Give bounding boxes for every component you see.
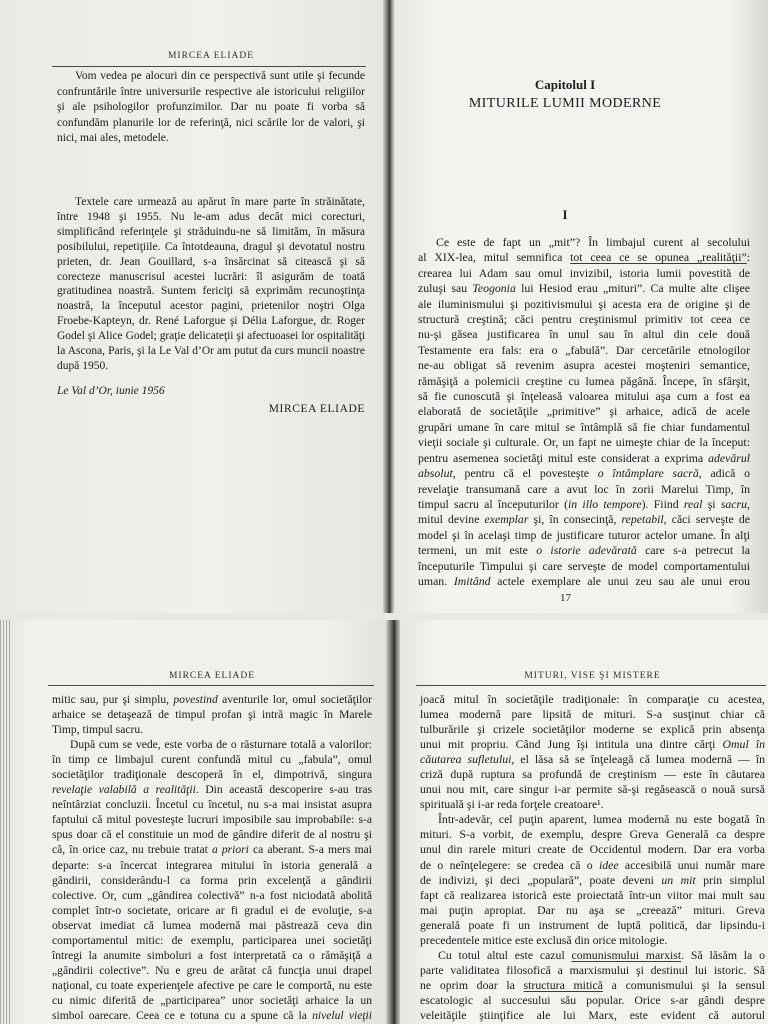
text-segment: mai puţin apropiat. Dar nu aşa se „creează” mituri. Greva [420,902,765,917]
text-segment: prieten, dr. Jean Gouillard, s-a însărcinat să citească şi să [57,255,365,268]
underlined-text: tot ceea ce se opunea „realităţii” [570,250,747,265]
text-segment: de indivizi, şi deci „populară”, poate deveni [420,872,662,887]
italic-text: sacru [720,496,748,511]
italic-text: Imitând [453,573,491,588]
italic-text: a priori [211,843,249,857]
page-stack-edges [0,620,11,1024]
text-line [420,873,765,888]
text-line [418,512,750,527]
text-segment: , el lăsa să se înţeleagă că lumea modernă — în [511,752,765,767]
text-segment: ne oprim doar la [420,977,524,992]
text-segment: complet într-o societate, oricare ar fi gradul ei de evoluţie, s-a [52,903,372,917]
text-line [418,482,750,497]
underlined-text: comunismului marxist [571,947,682,962]
text-line [420,812,765,827]
text-line [418,235,750,250]
book-gutter-bottom [386,620,401,1024]
paragraph [418,235,750,589]
text-line [52,737,372,752]
text-line [57,100,365,116]
text-segment: simbol oarecare. Ceea ce e totuna cu a spune că la [52,1008,313,1022]
text-line [418,451,750,466]
italic-text: idee [598,857,619,872]
text-segment: faptului că mitul povesteşte lucruri imposibile sau improbabile: s-a [52,813,372,827]
text-segment: noastră, la începutul acestor pagini, prietenilor noştri Olga [57,300,365,313]
text-segment: să fie cunoscută şi înţeleasă valoarea mitului aşa cum a fost ea [418,389,750,404]
text-line [418,497,750,512]
text-segment: confruntările între universurile respective ale istoricului religiilor [57,85,365,98]
place-date: Le Val d’Or, iunie 1956 [57,385,165,397]
text-segment: între 1948 şi 1955. Nu le-am adus decât mici corecturi, [57,210,365,223]
text-segment: colective. Or, cum „gândirea colectivă” n-a fost niciodată abolită [52,888,372,902]
text-line [418,559,750,574]
italic-text: Omul în [722,737,765,752]
text-segment: nu-şi găsea justificarea în unul sau în altul din cele două [418,327,750,342]
text-segment: şi [702,496,721,511]
paragraph [420,948,765,1023]
paragraph [420,812,765,947]
text-segment: Ce este de fapt un „mit”? În limbajul curent al secolului [436,235,750,249]
page-top-right [394,0,768,613]
text-line [420,737,765,752]
text-segment: fapt că realizarea istorică este proiectată într-un viitor mai mult sau [420,887,765,902]
italic-text: revelaţie valabilă a realităţii [52,783,196,797]
text-segment: Timp, timpul sacru. [52,723,144,737]
text-segment: cu nimic diferită de „participarea” unor societăţi arhaice la un [52,993,372,1007]
text-line [418,250,750,265]
text-line [420,948,765,963]
chapter-title: MITURILE LUMII MODERNE [468,96,662,111]
text-segment: structură creştină; căci pentru creştinismul primitiv tot ceea ce [418,312,750,327]
text-line [57,240,365,255]
text-segment: lumea modernă pare lipsită de mituri. S-a susţinut chiar că [420,707,765,722]
text-segment: zuluşi sau [418,281,473,296]
text-line [420,722,765,737]
text-line [418,466,750,481]
text-segment: arhaice se detaşează de timpul profan şi intră magic în Marele [52,708,372,722]
text-line [52,888,372,903]
text-segment: a comunismului şi la sensul [602,977,765,992]
text-line [420,858,765,873]
text-line [420,797,765,812]
text-line [52,707,372,722]
text-line [52,918,372,933]
text-segment: rămăşiţă a polemicii creştine cu lumea păgână. Începe, în sfârşit, [418,373,750,388]
paragraph [420,692,765,812]
text-line [420,888,765,903]
italic-text: real [683,496,703,511]
text-segment: corecteze manuscrisul acestei lucrări: îl asigurăm de toată [57,270,365,283]
text-line [418,266,750,281]
italic-text: un mit [661,872,696,887]
underlined-text: structura mitică [523,977,603,992]
text-segment: , [747,496,750,511]
text-segment: Vom vedea pe alocuri din ce perspectivă sunt utile şi fecunde [75,70,365,82]
text-line [418,327,750,342]
text-segment: care s-a petrecut la [636,543,751,558]
text-segment: lui Hesiod erau „mituri”. Ca multe alte clişee [515,281,750,296]
text-line [420,1008,765,1023]
text-line [418,312,750,327]
page-bottom-right [400,620,768,1024]
text-line [52,842,372,857]
running-head: MIRCEA ELIADE [167,51,255,61]
text-segment: departe: s-a încercat integrarea mitului în istoria generală a [52,858,372,872]
text-line [52,948,372,963]
text-segment: şi, în consecinţă, [528,512,622,527]
text-segment: că, în orice caz, nu trebuie tratat [52,843,212,857]
text-line [418,528,750,543]
text-segment: revelaţie transumană care a avut loc în zorii Marelui Timp, în [418,481,750,496]
text-line [418,297,750,312]
text-line [52,797,372,812]
text-line [418,343,750,358]
text-line [420,933,765,948]
text-line [420,842,765,857]
text-segment: Într-adevăr, cel puţin aparent, lumea modernă nu este bogată în [438,812,765,827]
text-line [52,978,372,993]
text-line [57,329,365,344]
body-text [418,235,750,589]
text-line [52,752,372,767]
page-bottom-left [0,620,387,1024]
text-segment: ). Fiind [641,496,684,511]
text-segment: . Din această descoperire s-au tras [195,783,372,797]
text-segment: după 1950. [57,359,109,372]
paragraph [52,737,372,1023]
italic-text: exemplar [484,512,529,527]
text-line [57,299,365,314]
italic-text: o întâmplare sacră [597,466,699,481]
text-segment: comportamentul mitic: de exemplu, participarea unei societăţi [52,933,372,947]
section-number: I [562,207,568,222]
text-segment: al XIX-lea, mitul semnifica [418,250,571,265]
italic-text: povestind [173,693,218,706]
text-segment: , pentru că el povesteşte [452,466,598,481]
text-line [57,359,365,374]
text-segment: actele exemplare ale unui zeu sau ale unui erou [490,573,750,588]
text-segment: Godel şi Alice Godel; graţie delicateţii şi afectuoasei lor ospitalităţi [57,330,365,343]
text-line [420,782,765,797]
text-segment: la Ascona, Paris, şi la Le Val d’Or am putut da curs muncii noastre [57,345,365,358]
text-line [420,827,765,842]
text-segment: neîntârziat concluzii. Încetul cu încetul, nu s-a mai insistat asupra [52,798,372,812]
text-line [52,933,372,948]
text-line [52,812,372,827]
text-segment: în timp ce limbajul curent confundă mitul cu „fabula”, omul [52,753,372,767]
header-rule [416,685,766,686]
page-top-left [0,0,384,613]
text-line [57,195,365,210]
text-line [52,782,372,797]
text-segment: joacă mitul în societăţile tradiţionale: în comparaţie cu acestea, [420,692,765,706]
text-segment: unui nou mit, care singur i-ar permite să-şi regăsească o nouă sursă [420,782,765,797]
text-line [420,993,765,1008]
italic-text: absolut [418,466,453,481]
paragraph [52,692,372,737]
text-line [52,692,372,707]
text-line [418,543,750,558]
text-segment: crearea lui Adam sau omul invizibil, istoria lumii povestită de [418,265,750,280]
text-segment: simplificând referinţele şi străduindu-ne să limităm, în măsura [57,225,365,238]
text-segment: întregi la anumite simboluri a fost interpretată ca o rămăşiţă a [52,948,372,962]
text-line [57,255,365,270]
chapter-label: Capitolul I [534,77,596,92]
text-segment: ca aberant. S-a mers mai [248,843,373,857]
text-segment: de o neînţelegere: se credea că o [420,857,599,872]
text-segment: şi ale psihologilor profunzimilor. Dar nu poate fi vorba să [57,101,365,114]
italic-text: repetabil [621,512,664,527]
text-segment: mituri. S-a vorbit, de exemplu, despre Greva Generală ca despre [420,827,765,842]
text-segment: escatologic al succesului său popular. Orice s-ar gândi despre [420,992,765,1007]
text-segment: „gândirii colective”. Nu e greu de arătat că funcţia unui drapel [52,963,372,977]
text-segment: parte validitatea filosofică a marxismului şi destinul lui istoric. Să [420,962,765,977]
text-line [57,270,365,285]
text-segment: elaborată de societăţile „primitive” şi arhaice, adică de acele [418,404,750,419]
text-segment: timpul sacru al începuturilor ( [418,496,569,511]
italic-text: o istorie adevărată [536,543,637,558]
text-segment: unui mit propriu. Când Jung îşi intitula una dintre cărţi [420,737,723,752]
text-line [57,85,365,101]
text-line [420,752,765,767]
text-line [420,903,765,918]
text-segment: nici, mai ales, metodele. [57,132,169,145]
text-line [52,827,372,842]
text-segment: veleităţile ştiinţifice ale lui Marx, este evident că autorul [420,1007,765,1022]
text-segment: ne-au obligat să revenim asupra acestei moşteniri semantice, [418,358,750,373]
text-segment: : [746,250,750,265]
text-line [418,404,750,419]
text-segment: precedentele mitice este exclusă din orice mitologie. [420,932,668,947]
text-segment: observat imediat că lumea modernă mai păstrează ceva din [52,918,372,932]
text-line [420,692,765,707]
text-line [57,69,365,85]
text-line [418,374,750,389]
italic-text: căutarea sufletului [420,752,512,767]
text-segment: societăţilor tradiţionale descoperă în el, dimpotrivă, singura [52,768,372,782]
text-line [52,873,372,888]
text-line [57,225,365,240]
text-segment: vieţii sociale şi culturale. Or, un fapt ne uimeşte chiar de la început: [418,435,750,450]
body-text [420,692,765,1023]
text-line [52,993,372,1008]
text-line [420,963,765,978]
text-segment: ale iluminismului şi pozitivismului şi acesta era de origine şi de [418,296,750,311]
italic-text: nivelul vieţii [312,1008,372,1022]
text-line [420,978,765,993]
text-line [418,358,750,373]
header-rule [48,685,374,686]
text-segment: confundăm planurile lor de referinţă, nici scările lor de valori, şi [57,116,365,129]
text-line [420,767,765,782]
text-segment: uman. [418,573,454,588]
text-line [57,344,365,359]
text-segment: începuturile Timpului şi care serveşte de model comportamentului [418,558,750,573]
text-segment: spirituală şi i-ar reda forţele creatoare¹. [420,797,604,812]
text-line [418,435,750,450]
italic-text: Teogonia [472,281,516,296]
body-text [57,69,365,374]
text-segment: tulburările şi crizele societăţilor moderne se explică prin absenţa [420,722,765,737]
paragraph [57,195,365,374]
running-head: MIRCEA ELIADE [168,671,256,681]
paragraph [57,69,365,147]
text-line [57,210,365,225]
running-head: MITURI, VISE ŞI MISTERE [524,671,661,681]
text-segment: model şi în acelaşi timp de justificare tuturor actelor umane. În alţi [418,527,750,542]
text-segment: , adică o [698,466,750,481]
text-segment: unul din rarele mituri create de Occidentul modern. Dar era vorba [420,842,765,857]
text-line [418,420,750,435]
text-line [52,1008,372,1023]
page-number: 17 [560,592,571,604]
author-signature: MIRCEA ELIADE [268,403,365,415]
text-line [52,963,372,978]
text-line [52,767,372,782]
text-line [418,574,750,589]
text-segment: mitul devine [418,512,485,527]
text-line [57,131,365,147]
text-line [418,281,750,296]
text-line [57,284,365,299]
text-segment: gratitudinea noastră. Suntem fericiţi să exprimăm recunoştinţa [57,285,365,298]
text-segment: Textele care urmează au apărut în mare parte în străinătate, [75,195,365,208]
italic-text: adevărul [708,450,750,465]
text-line [52,903,372,918]
text-segment: gândirii, considerându-l ca forma prin excelenţă a gândirii [52,873,372,887]
text-segment: Froebe-Kapteyn, dr. René Laforgue şi Délia Laforgue, dr. Roger [57,315,365,328]
text-line [420,707,765,722]
text-segment: accesibilă unui număr mare [618,857,765,872]
text-line [57,116,365,132]
text-segment: grupări umane în care mitul se întâmplă să fie chiar fundamentul [418,419,750,434]
text-segment: termeni, un mit este [418,543,537,558]
text-segment: pentru asemenea societăţi mitul este considerat a exprima [418,450,709,465]
text-segment: aventurile lor, omul societăţilor [217,693,372,706]
text-segment: generală poate fi un instrument de luptă politică, dar lipsindu-i [420,917,765,932]
body-text [52,692,372,1023]
text-segment: Testamente era fals: era o „fabulă”. Dar cercetările etnologilor [418,342,750,357]
text-segment: spus doar că el constituie un mod de gândire diferit de al nostru şi [52,828,372,842]
text-segment: criză după ruptura sa profundă de creştinism — este în căutarea [420,767,765,782]
text-line [418,389,750,404]
text-line [52,722,372,737]
text-line [52,858,372,873]
text-segment: Cu totul altul este cazul [438,947,572,962]
text-segment: După cum se vede, este vorba de o răsturnare totală a valorilor: [70,738,372,752]
text-segment: prin simplul [695,872,765,887]
text-segment: , căci serveşte de [663,512,750,527]
text-segment: mitic sau, pur şi simplu, [52,693,174,706]
text-segment: naţional, cu toate experienţele afective pe care le comportă, nu este [52,978,372,992]
header-rule [52,66,366,67]
text-line [57,314,365,329]
text-segment: . Să lăsăm la o [681,947,765,962]
text-line [420,918,765,933]
italic-text: in illo tempore [568,496,642,511]
text-segment: posibilului, repetiţiile. Ca întotdeauna, dragul şi devotatul nostru [57,240,365,253]
